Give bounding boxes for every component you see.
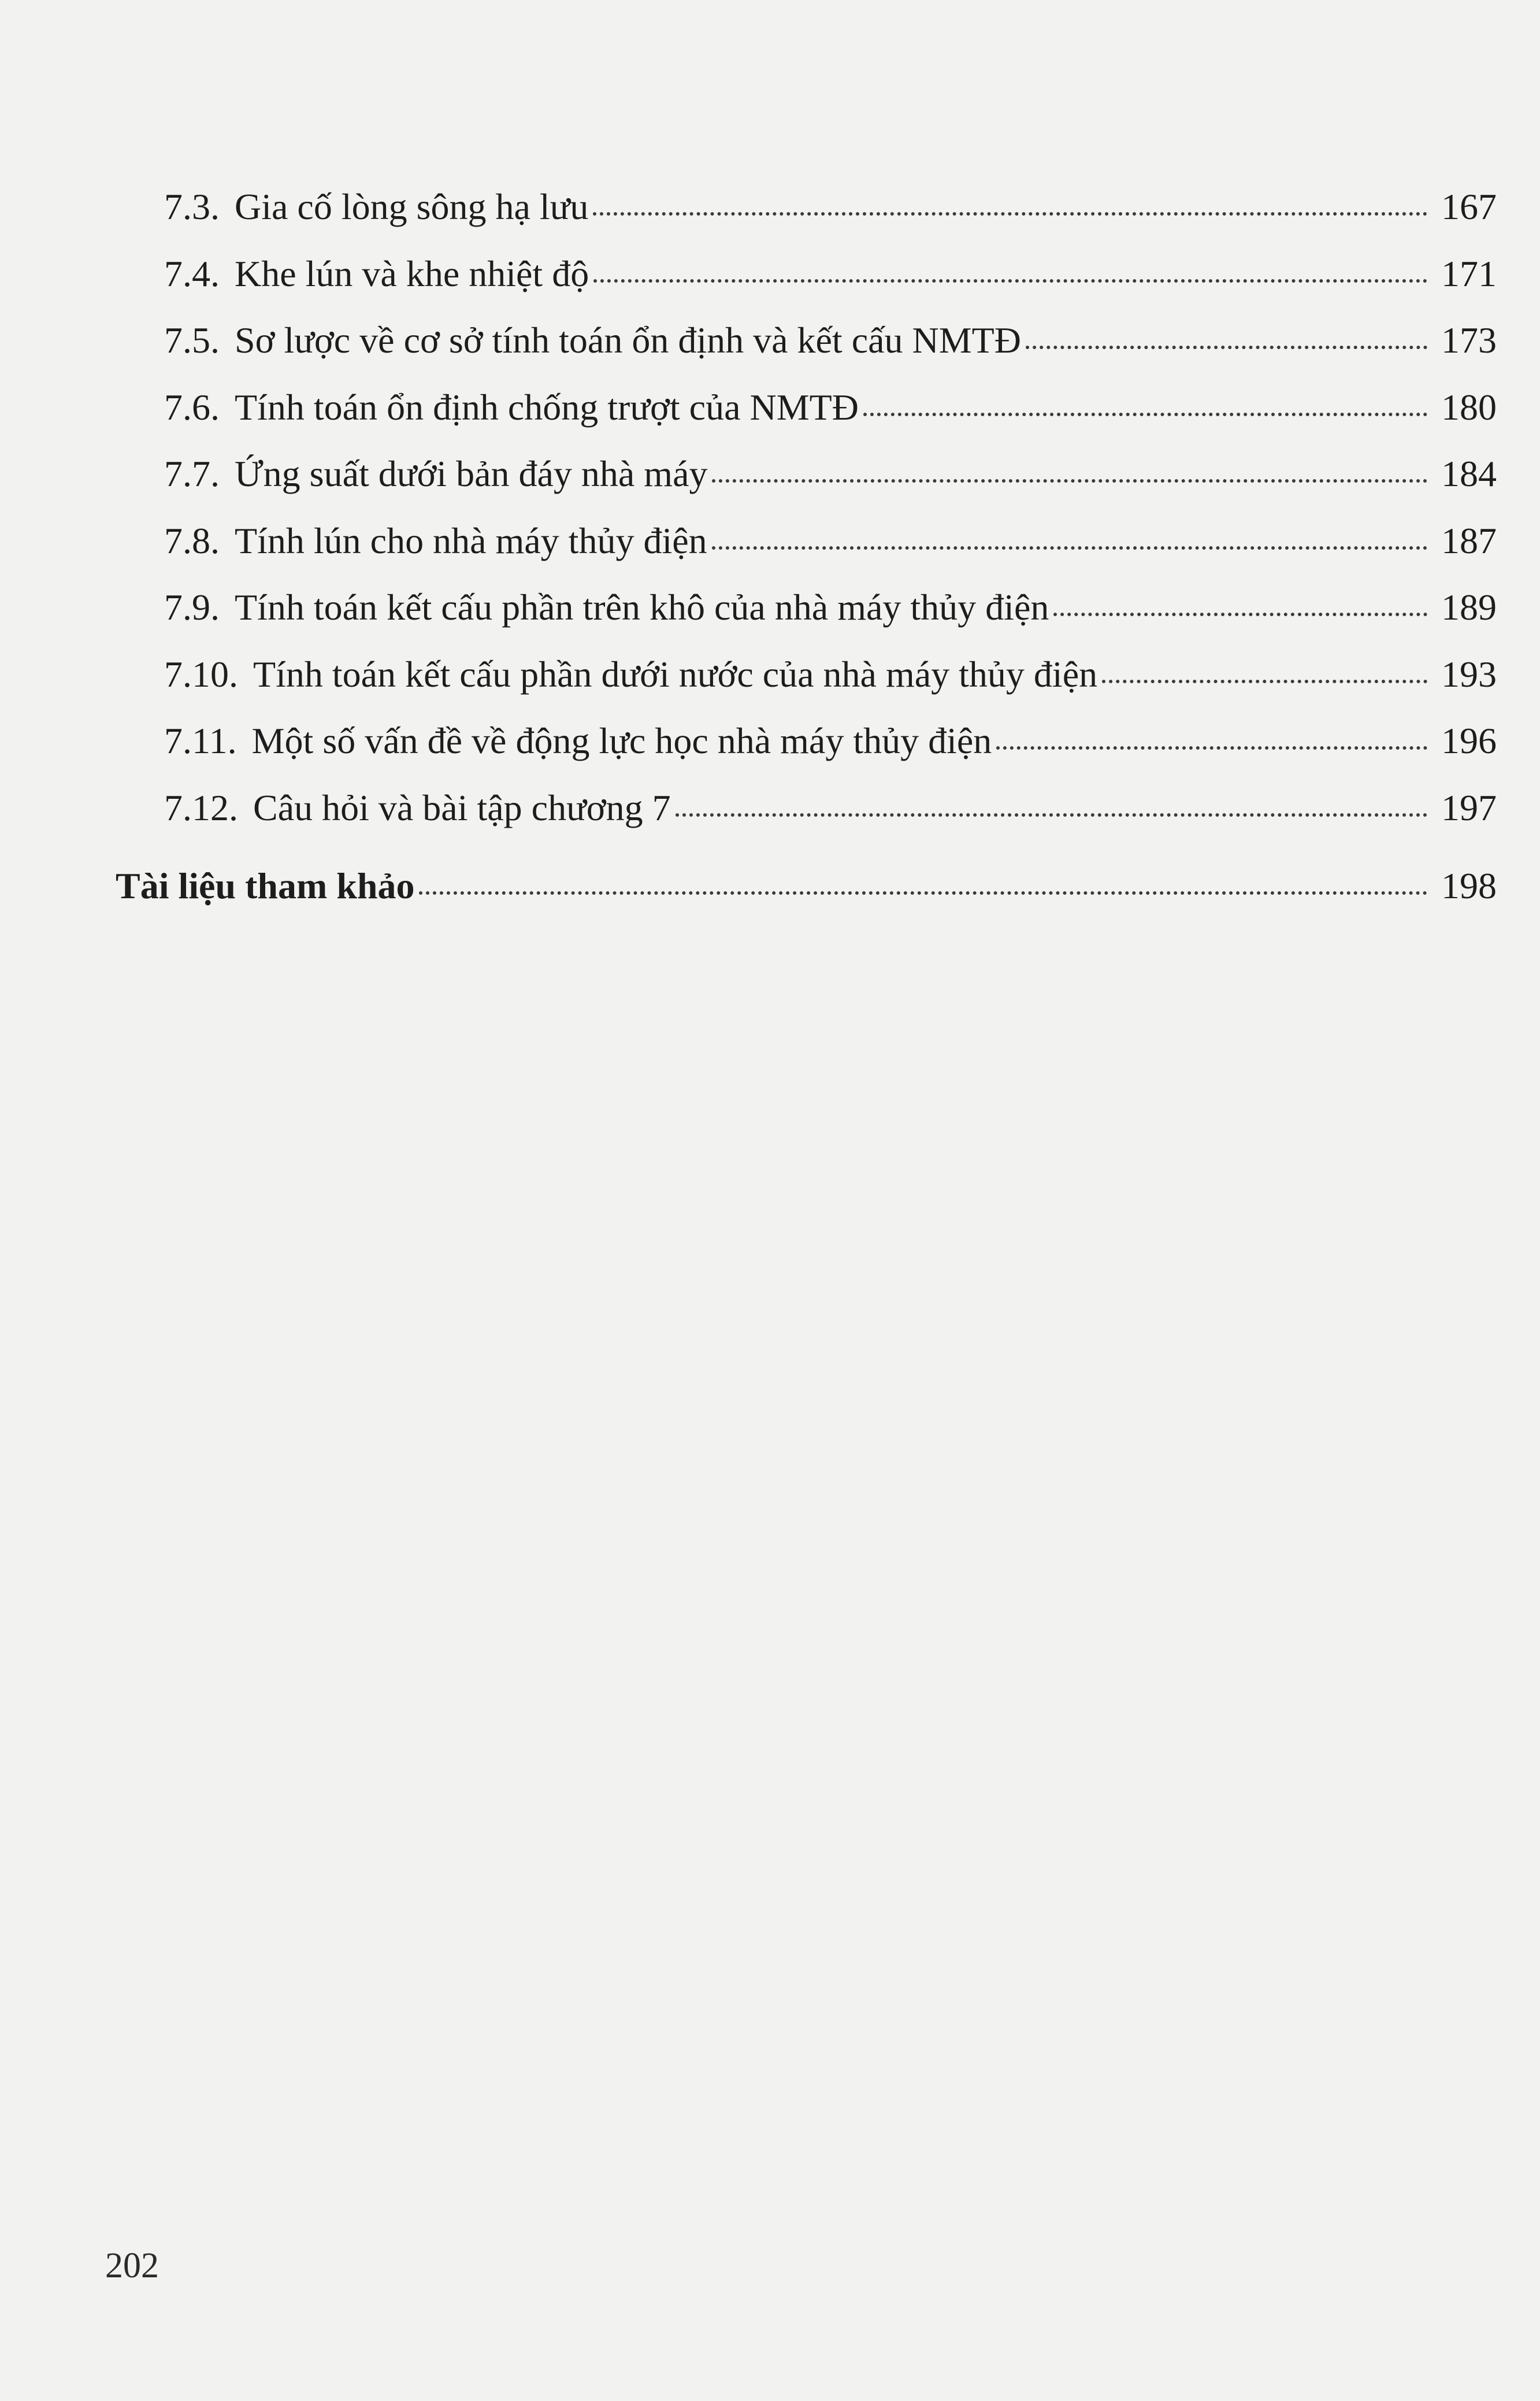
toc-entry-page: 187 [1441, 520, 1497, 561]
toc-entry-title: Ứng suất dưới bản đáy nhà máy [235, 453, 708, 494]
toc-entry-number: 7.5. [164, 320, 220, 361]
table-of-contents [116, 173, 1497, 920]
toc-entry-7-4 [116, 240, 1497, 307]
toc-entry-title: Sơ lược về cơ sở tính toán ổn định và kết cấu NMTĐ [235, 320, 1021, 361]
toc-entry-title: Tính toán ổn định chống trượt của NMTĐ [235, 386, 859, 428]
dot-leader [593, 212, 1427, 216]
toc-entry-title: Tài liệu tham khảo [116, 865, 415, 906]
toc-entry-page: 193 [1441, 653, 1497, 695]
dot-leader [676, 813, 1427, 817]
toc-entry-7-8 [116, 507, 1497, 575]
toc-entry-7-3 [116, 173, 1497, 240]
dot-leader [419, 891, 1427, 895]
toc-entry-number: 7.10. [164, 653, 238, 695]
toc-entry-number: 7.3. [164, 186, 220, 227]
dot-leader [712, 479, 1427, 483]
dot-leader [1053, 613, 1427, 616]
toc-entry-page: 173 [1441, 320, 1497, 361]
page-number: 202 [105, 2246, 159, 2285]
toc-entry-page: 197 [1441, 787, 1497, 828]
toc-entry-title: Một số vấn đề về động lực học nhà máy thủy điện [251, 720, 992, 761]
toc-entry-page: 171 [1441, 253, 1497, 294]
toc-entry-page: 184 [1441, 453, 1497, 494]
dot-leader [996, 746, 1427, 750]
toc-entry-7-5 [116, 307, 1497, 374]
toc-entry-7-6 [116, 374, 1497, 441]
dot-leader [1102, 680, 1427, 683]
toc-entry-page: 196 [1441, 720, 1497, 761]
toc-entry-title: Khe lún và khe nhiệt độ [235, 253, 589, 294]
toc-entry-title: Gia cố lòng sông hạ lưu [235, 186, 589, 227]
dot-leader [863, 413, 1427, 416]
toc-entry-references [116, 853, 1497, 920]
toc-entry-title: Tính lún cho nhà máy thủy điện [235, 520, 707, 561]
toc-entry-title: Tính toán kết cấu phần trên khô của nhà máy thủy điện [235, 587, 1049, 628]
toc-entry-number: 7.11. [164, 720, 237, 761]
toc-entry-number: 7.7. [164, 453, 220, 494]
toc-entry-7-10 [116, 641, 1497, 708]
toc-entry-number: 7.9. [164, 587, 220, 628]
toc-entry-page: 180 [1441, 386, 1497, 428]
toc-entry-title: Câu hỏi và bài tập chương 7 [253, 787, 671, 828]
toc-entry-7-11 [116, 707, 1497, 775]
dot-leader [593, 279, 1427, 283]
dot-leader [1026, 346, 1427, 349]
dot-leader [712, 546, 1427, 550]
toc-entry-page: 189 [1441, 587, 1497, 628]
toc-entry-title: Tính toán kết cấu phần dưới nước của nhà máy thủy điện [253, 653, 1098, 695]
toc-entry-number: 7.4. [164, 253, 220, 294]
toc-entry-7-12 [116, 775, 1497, 842]
toc-entry-number: 7.8. [164, 520, 220, 561]
toc-entry-7-9 [116, 574, 1497, 641]
toc-entry-number: 7.12. [164, 787, 238, 828]
toc-entry-7-7 [116, 440, 1497, 507]
toc-entry-page: 198 [1441, 865, 1497, 906]
toc-entry-number: 7.6. [164, 386, 220, 428]
toc-entry-page: 167 [1441, 186, 1497, 227]
